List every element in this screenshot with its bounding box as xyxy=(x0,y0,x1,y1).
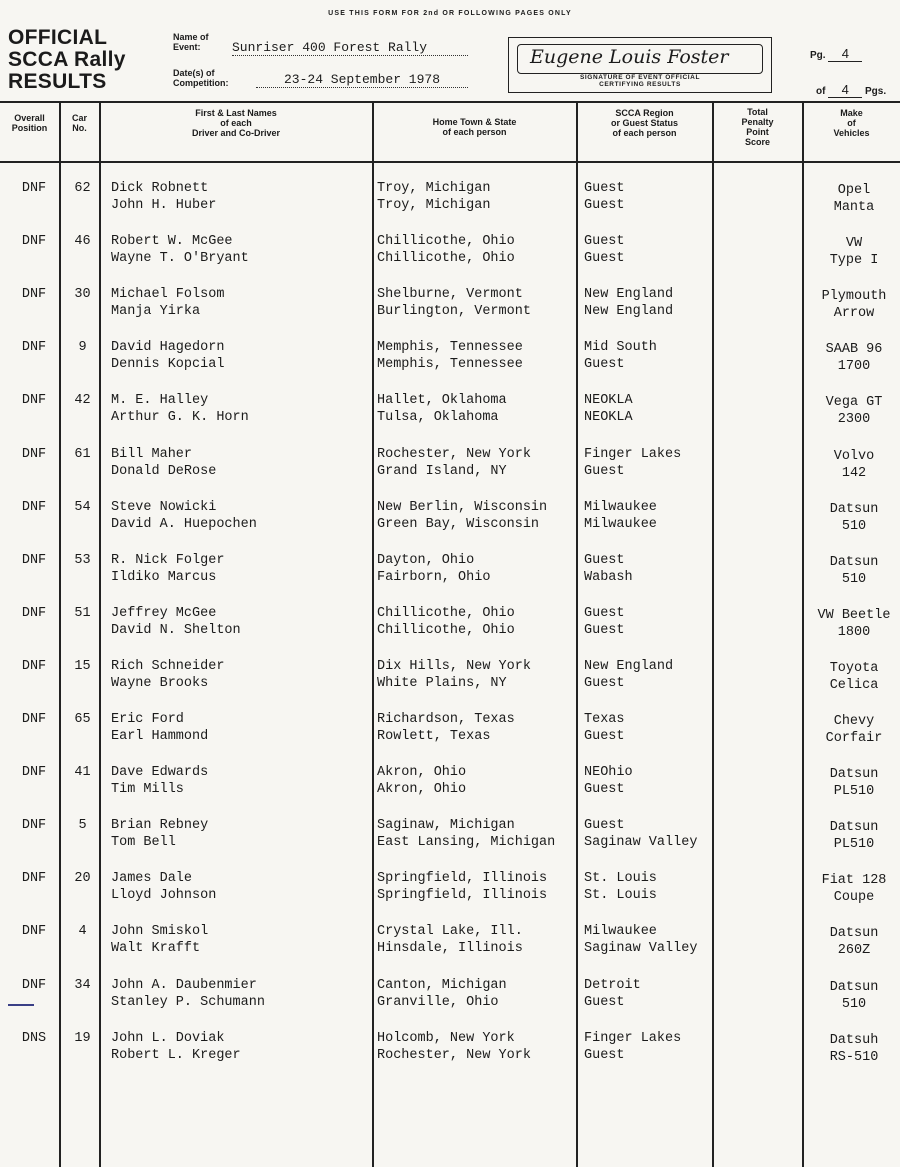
car-number-cell: 4 xyxy=(78,924,87,940)
driver-names-cell: Jeffrey McGee David N. Shelton xyxy=(111,605,241,638)
region-cell: Guest Guest xyxy=(584,605,625,638)
vehicle-make-cell: Datsun PL510 xyxy=(829,820,879,853)
position-cell: DNF xyxy=(21,871,47,887)
position-cell: DNF xyxy=(21,393,47,409)
car-number-cell: 54 xyxy=(74,499,91,515)
home-town-cell: Richardson, Texas Rowlett, Texas xyxy=(377,712,515,744)
region-cell: Guest Saginaw Valley xyxy=(584,818,698,851)
region-cell: Milwaukee Milwaukee xyxy=(584,499,657,532)
position-cell: DNF xyxy=(21,499,47,515)
form-title-line-2: SCCA Rally xyxy=(8,48,126,71)
vehicle-make-cell: Volvo 142 xyxy=(833,448,875,481)
car-number-cell: 62 xyxy=(74,181,91,196)
car-number-cell: 53 xyxy=(74,552,91,568)
region-cell: NEOhio Guest xyxy=(584,765,633,798)
car-number-cell: 20 xyxy=(74,871,91,887)
car-number-cell: 30 xyxy=(74,287,91,303)
driver-names-cell: John A. Daubenmier Stanley P. Schumann xyxy=(111,977,265,1010)
vehicle-make-cell: Datsun 510 xyxy=(829,501,879,534)
table-row xyxy=(0,446,900,492)
driver-names-cell: Robert W. McGee Wayne T. O'Bryant xyxy=(111,234,249,267)
region-cell: Mid South Guest xyxy=(584,340,657,373)
position-cell: DNS xyxy=(21,1030,47,1046)
position-cell: DNF xyxy=(21,446,47,462)
region-cell: New England Guest xyxy=(584,658,674,691)
driver-names-cell: Steve Nowicki David A. Huepochen xyxy=(111,499,257,532)
position-cell: DNF xyxy=(21,765,47,781)
region-cell: NEOKLA NEOKLA xyxy=(584,393,633,426)
table-row xyxy=(0,658,900,704)
region-cell: Finger Lakes Guest xyxy=(584,1030,682,1063)
position-cell: DNF xyxy=(21,552,47,568)
vehicle-make-cell: Datsun 260Z xyxy=(829,926,879,959)
vehicle-make-cell: Opel Manta xyxy=(833,183,875,215)
driver-names-cell: Dave Edwards Tim Mills xyxy=(111,765,209,798)
vehicle-make-cell: Datsun 510 xyxy=(829,979,879,1012)
driver-names-cell: David Hagedorn Dennis Kopcial xyxy=(111,340,225,373)
home-town-cell: New Berlin, Wisconsin Green Bay, Wisconsin xyxy=(377,499,548,532)
driver-names-cell: John L. Doviak Robert L. Kreger xyxy=(111,1030,241,1063)
table-row xyxy=(0,499,900,545)
car-number-cell: 51 xyxy=(74,605,91,621)
driver-names-cell: R. Nick Folger Ildiko Marcus xyxy=(111,552,225,585)
home-town-cell: Akron, Ohio Akron, Ohio xyxy=(377,765,467,798)
car-number-cell: 61 xyxy=(74,446,91,462)
car-number-cell: 19 xyxy=(74,1030,91,1046)
col-header-make: Make of Vehicles xyxy=(833,108,870,138)
table-row xyxy=(0,233,900,279)
home-town-cell: Memphis, Tennessee Memphis, Tennessee xyxy=(377,340,523,373)
event-name-value: Sunriser 400 Forest Rally xyxy=(232,40,468,56)
table-top-rule xyxy=(0,101,900,103)
signature-caption: SIGNATURE OF EVENT OFFICIAL CERTIFYING RESULTS xyxy=(579,74,701,88)
home-town-cell: Troy, Michigan Troy, Michigan xyxy=(377,181,491,213)
driver-names-cell: Eric Ford Earl Hammond xyxy=(111,712,209,744)
home-town-cell: Dix Hills, New York White Plains, NY xyxy=(377,658,531,691)
position-cell: DNF xyxy=(21,234,47,250)
vehicle-make-cell: Chevy Corfair xyxy=(825,714,883,746)
home-town-cell: Dayton, Ohio Fairborn, Ohio xyxy=(377,552,491,585)
region-cell: Guest Wabash xyxy=(584,552,633,585)
vehicle-make-cell: VW Type I xyxy=(829,236,879,269)
position-cell: DNF xyxy=(21,818,47,834)
table-row xyxy=(0,392,900,438)
table-row xyxy=(0,286,900,332)
position-cell: DNF xyxy=(21,977,47,993)
table-row xyxy=(0,180,900,226)
home-town-cell: Hallet, Oklahoma Tulsa, Oklahoma xyxy=(377,393,507,426)
region-cell: New England New England xyxy=(584,287,674,320)
region-cell: Texas Guest xyxy=(584,712,625,744)
position-cell: DNF xyxy=(21,605,47,621)
table-row xyxy=(0,923,900,969)
home-town-cell: Holcomb, New York Rochester, New York xyxy=(377,1030,531,1063)
car-number-cell: 5 xyxy=(78,818,87,834)
home-town-cell: Rochester, New York Grand Island, NY xyxy=(377,446,531,479)
driver-names-cell: Brian Rebney Tom Bell xyxy=(111,818,209,851)
vehicle-make-cell: Toyota Celica xyxy=(829,660,879,693)
margin-pen-mark xyxy=(8,1004,34,1006)
car-number-cell: 34 xyxy=(74,977,91,993)
region-cell: Detroit Guest xyxy=(584,977,641,1010)
col-header-penalty: Total Penalty Point Score xyxy=(741,107,774,147)
event-date-label: Date(s) of Competition: xyxy=(173,68,229,88)
signature-frame xyxy=(517,44,763,74)
form-title xyxy=(8,27,126,93)
position-cell: DNF xyxy=(21,712,47,727)
home-town-cell: Crystal Lake, Ill. Hinsdale, Illinois xyxy=(377,924,523,957)
vehicle-make-cell: Datsun PL510 xyxy=(829,767,879,800)
form-title-line-1: OFFICIAL xyxy=(8,26,108,49)
car-number-cell: 9 xyxy=(78,340,87,356)
position-cell: DNF xyxy=(21,658,47,674)
official-signature: Eugene Louis Foster xyxy=(530,46,729,68)
col-header-car: Car No. xyxy=(71,113,87,133)
col-header-names: First & Last Names of each Driver and Co-Driver xyxy=(191,108,281,138)
car-number-cell: 42 xyxy=(74,393,91,409)
col-header-home-town: Home Town & State of each person xyxy=(432,117,517,137)
driver-names-cell: Michael Folsom Manja Yirka xyxy=(111,287,225,320)
home-town-cell: Springfield, Illinois Springfield, Illinois xyxy=(377,871,548,904)
home-town-cell: Saginaw, Michigan East Lansing, Michigan xyxy=(377,818,556,851)
page-number: Pg. 4 xyxy=(810,46,862,62)
position-cell: DNF xyxy=(21,287,47,303)
signature-box xyxy=(508,37,772,93)
table-row xyxy=(0,817,900,863)
driver-names-cell: Dick Robnett John H. Huber xyxy=(111,181,217,213)
home-town-cell: Shelburne, Vermont Burlington, Vermont xyxy=(377,287,531,320)
region-cell: Guest Guest xyxy=(584,234,625,267)
region-cell: Guest Guest xyxy=(584,181,625,213)
vehicle-make-cell: Datsuh RS-510 xyxy=(829,1032,879,1065)
table-row xyxy=(0,1030,900,1076)
table-row xyxy=(0,605,900,651)
driver-names-cell: James Dale Lloyd Johnson xyxy=(111,871,217,904)
position-cell: DNF xyxy=(21,924,47,940)
table-row xyxy=(0,552,900,598)
vehicle-make-cell: Vega GT 2300 xyxy=(825,395,883,428)
driver-names-cell: M. E. Halley Arthur G. K. Horn xyxy=(111,393,249,426)
region-cell: Finger Lakes Guest xyxy=(584,446,682,479)
car-number-cell: 41 xyxy=(74,765,91,781)
region-cell: St. Louis St. Louis xyxy=(584,871,657,904)
table-row xyxy=(0,870,900,916)
position-cell: DNF xyxy=(21,181,47,196)
driver-names-cell: John Smiskol Walt Krafft xyxy=(111,924,209,957)
table-row xyxy=(0,977,900,1023)
vehicle-make-cell: SAAB 96 1700 xyxy=(825,342,883,375)
col-header-region: SCCA Region or Guest Status of each person xyxy=(610,108,678,138)
vehicle-make-cell: Fiat 128 Coupe xyxy=(821,873,887,906)
home-town-cell: Chillicothe, Ohio Chillicothe, Ohio xyxy=(377,234,515,267)
car-number-cell: 46 xyxy=(74,234,91,250)
table-row xyxy=(0,764,900,810)
form-title-line-3: RESULTS xyxy=(8,70,107,93)
driver-names-cell: Bill Maher Donald DeRose xyxy=(111,446,217,479)
home-town-cell: Canton, Michigan Granville, Ohio xyxy=(377,977,507,1010)
driver-names-cell: Rich Schneider Wayne Brooks xyxy=(111,658,225,691)
region-cell: Milwaukee Saginaw Valley xyxy=(584,924,698,957)
vehicle-make-cell: Datsun 510 xyxy=(829,554,879,587)
header-bottom-rule xyxy=(0,161,900,163)
table-row xyxy=(0,711,900,757)
event-name-label: Name of Event: xyxy=(173,32,209,52)
page-total: of 4 Pgs. xyxy=(816,82,887,97)
vehicle-make-cell: Plymouth Arrow xyxy=(821,289,887,322)
col-header-position: Overall Position xyxy=(11,113,48,133)
car-number-cell: 15 xyxy=(74,658,91,674)
event-date-value: 23-24 September 1978 xyxy=(256,72,468,88)
vehicle-make-cell: VW Beetle 1800 xyxy=(817,607,891,640)
position-cell: DNF xyxy=(21,340,47,356)
car-number-cell: 65 xyxy=(74,712,91,727)
home-town-cell: Chillicothe, Ohio Chillicothe, Ohio xyxy=(377,605,515,638)
table-row xyxy=(0,339,900,385)
form-instruction-note: USE THIS FORM FOR 2nd OR FOLLOWING PAGES ONLY xyxy=(328,10,572,17)
